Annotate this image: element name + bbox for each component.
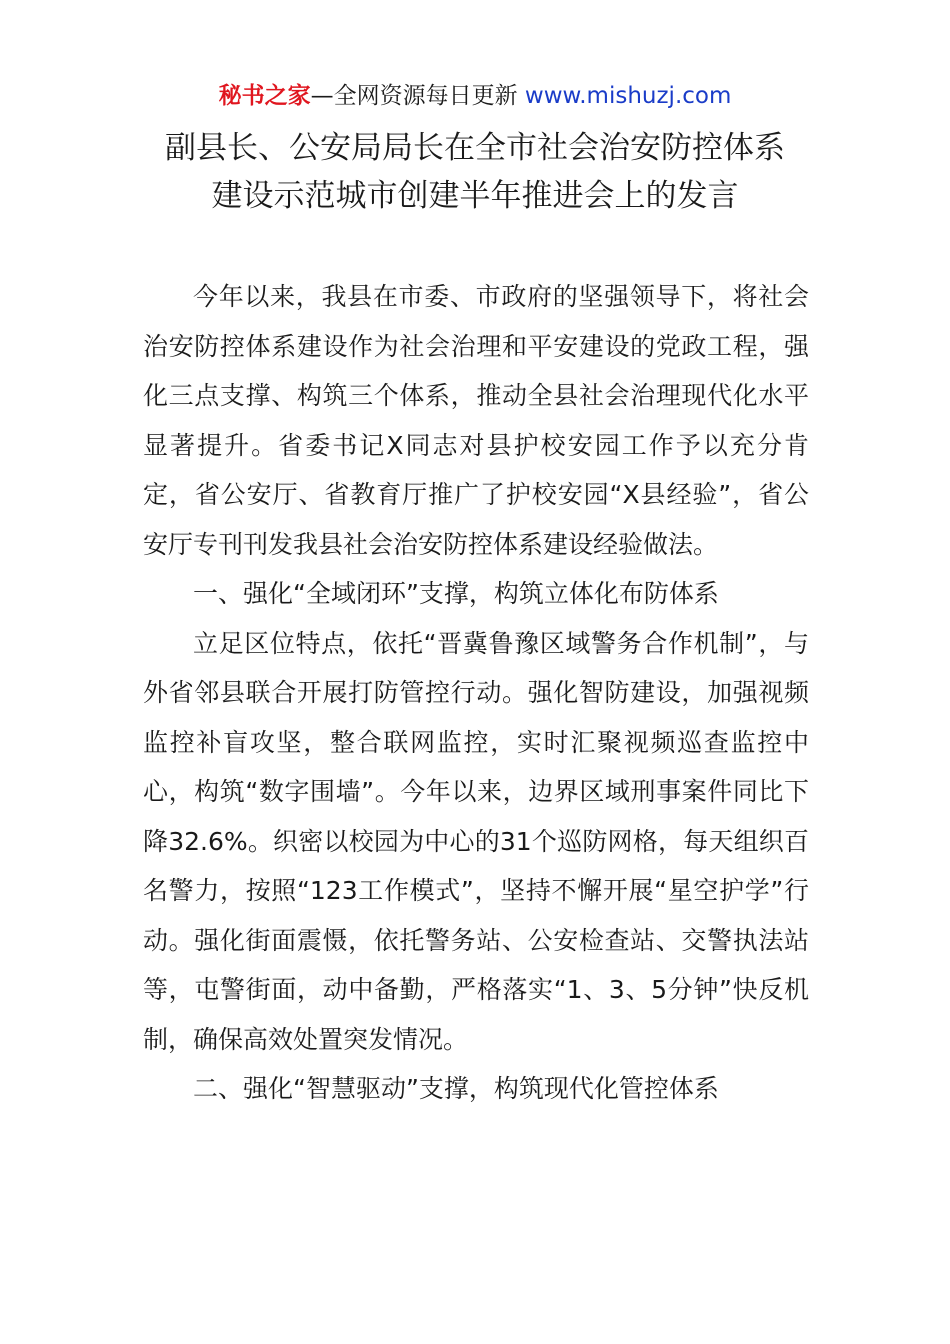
title-line-1: 副县长、公安局局长在全市社会治安防控体系 <box>165 130 785 166</box>
document-title <box>0 124 950 220</box>
site-url-link[interactable]: www.mishuzj.com <box>524 83 732 109</box>
section-2-heading: 二、强化“智慧驱动”支撑，构筑现代化管控体系 <box>193 1074 719 1103</box>
site-tagline: —全网资源每日更新 <box>310 83 518 109</box>
site-header <box>0 80 950 112</box>
intro-paragraph: 今年以来，我县在市委、市政府的坚强领导下，将社会治安防控体系建设作为社会治理和平安建设的党政工程，强化三点支撑、构筑三个体系，推动全县社会治理现代化水平显著提升。省委书记X同志对县护校安园工作予以充分肯定，省公安厅、省教育厅推广了护校安园“X县经验”，省公安厅专刊刊发我县社会治安防控体系建设经验做法。 <box>143 282 809 559</box>
section-1-paragraph: 立足区位特点，依托“晋冀鲁豫区域警务合作机制”，与外省邻县联合开展打防管控行动。强化智防建设，加强视频监控补盲攻坚，整合联网监控，实时汇聚视频巡查监控中心，构筑“数字围墙”。今年以来，边界区域刑事案件同比下降32.6%。织密以校园为中心的31个巡防网格，每天组织百名警力，按照“123工作模式”，坚持不懈开展“星空护学”行动。强化街面震慑，依托警务站、公安检查站、交警执法站等，屯警街面，动中备勤，严格落实“1、3、5分钟”快反机制，确保高效处置突发情况。 <box>143 628 809 1054</box>
site-brand: 秘书之家 <box>218 83 311 109</box>
document-body <box>143 272 809 1114</box>
section-1-heading: 一、强化“全域闭环”支撑，构筑立体化布防体系 <box>193 579 719 608</box>
title-line-2: 建设示范城市创建半年推进会上的发言 <box>211 178 739 214</box>
